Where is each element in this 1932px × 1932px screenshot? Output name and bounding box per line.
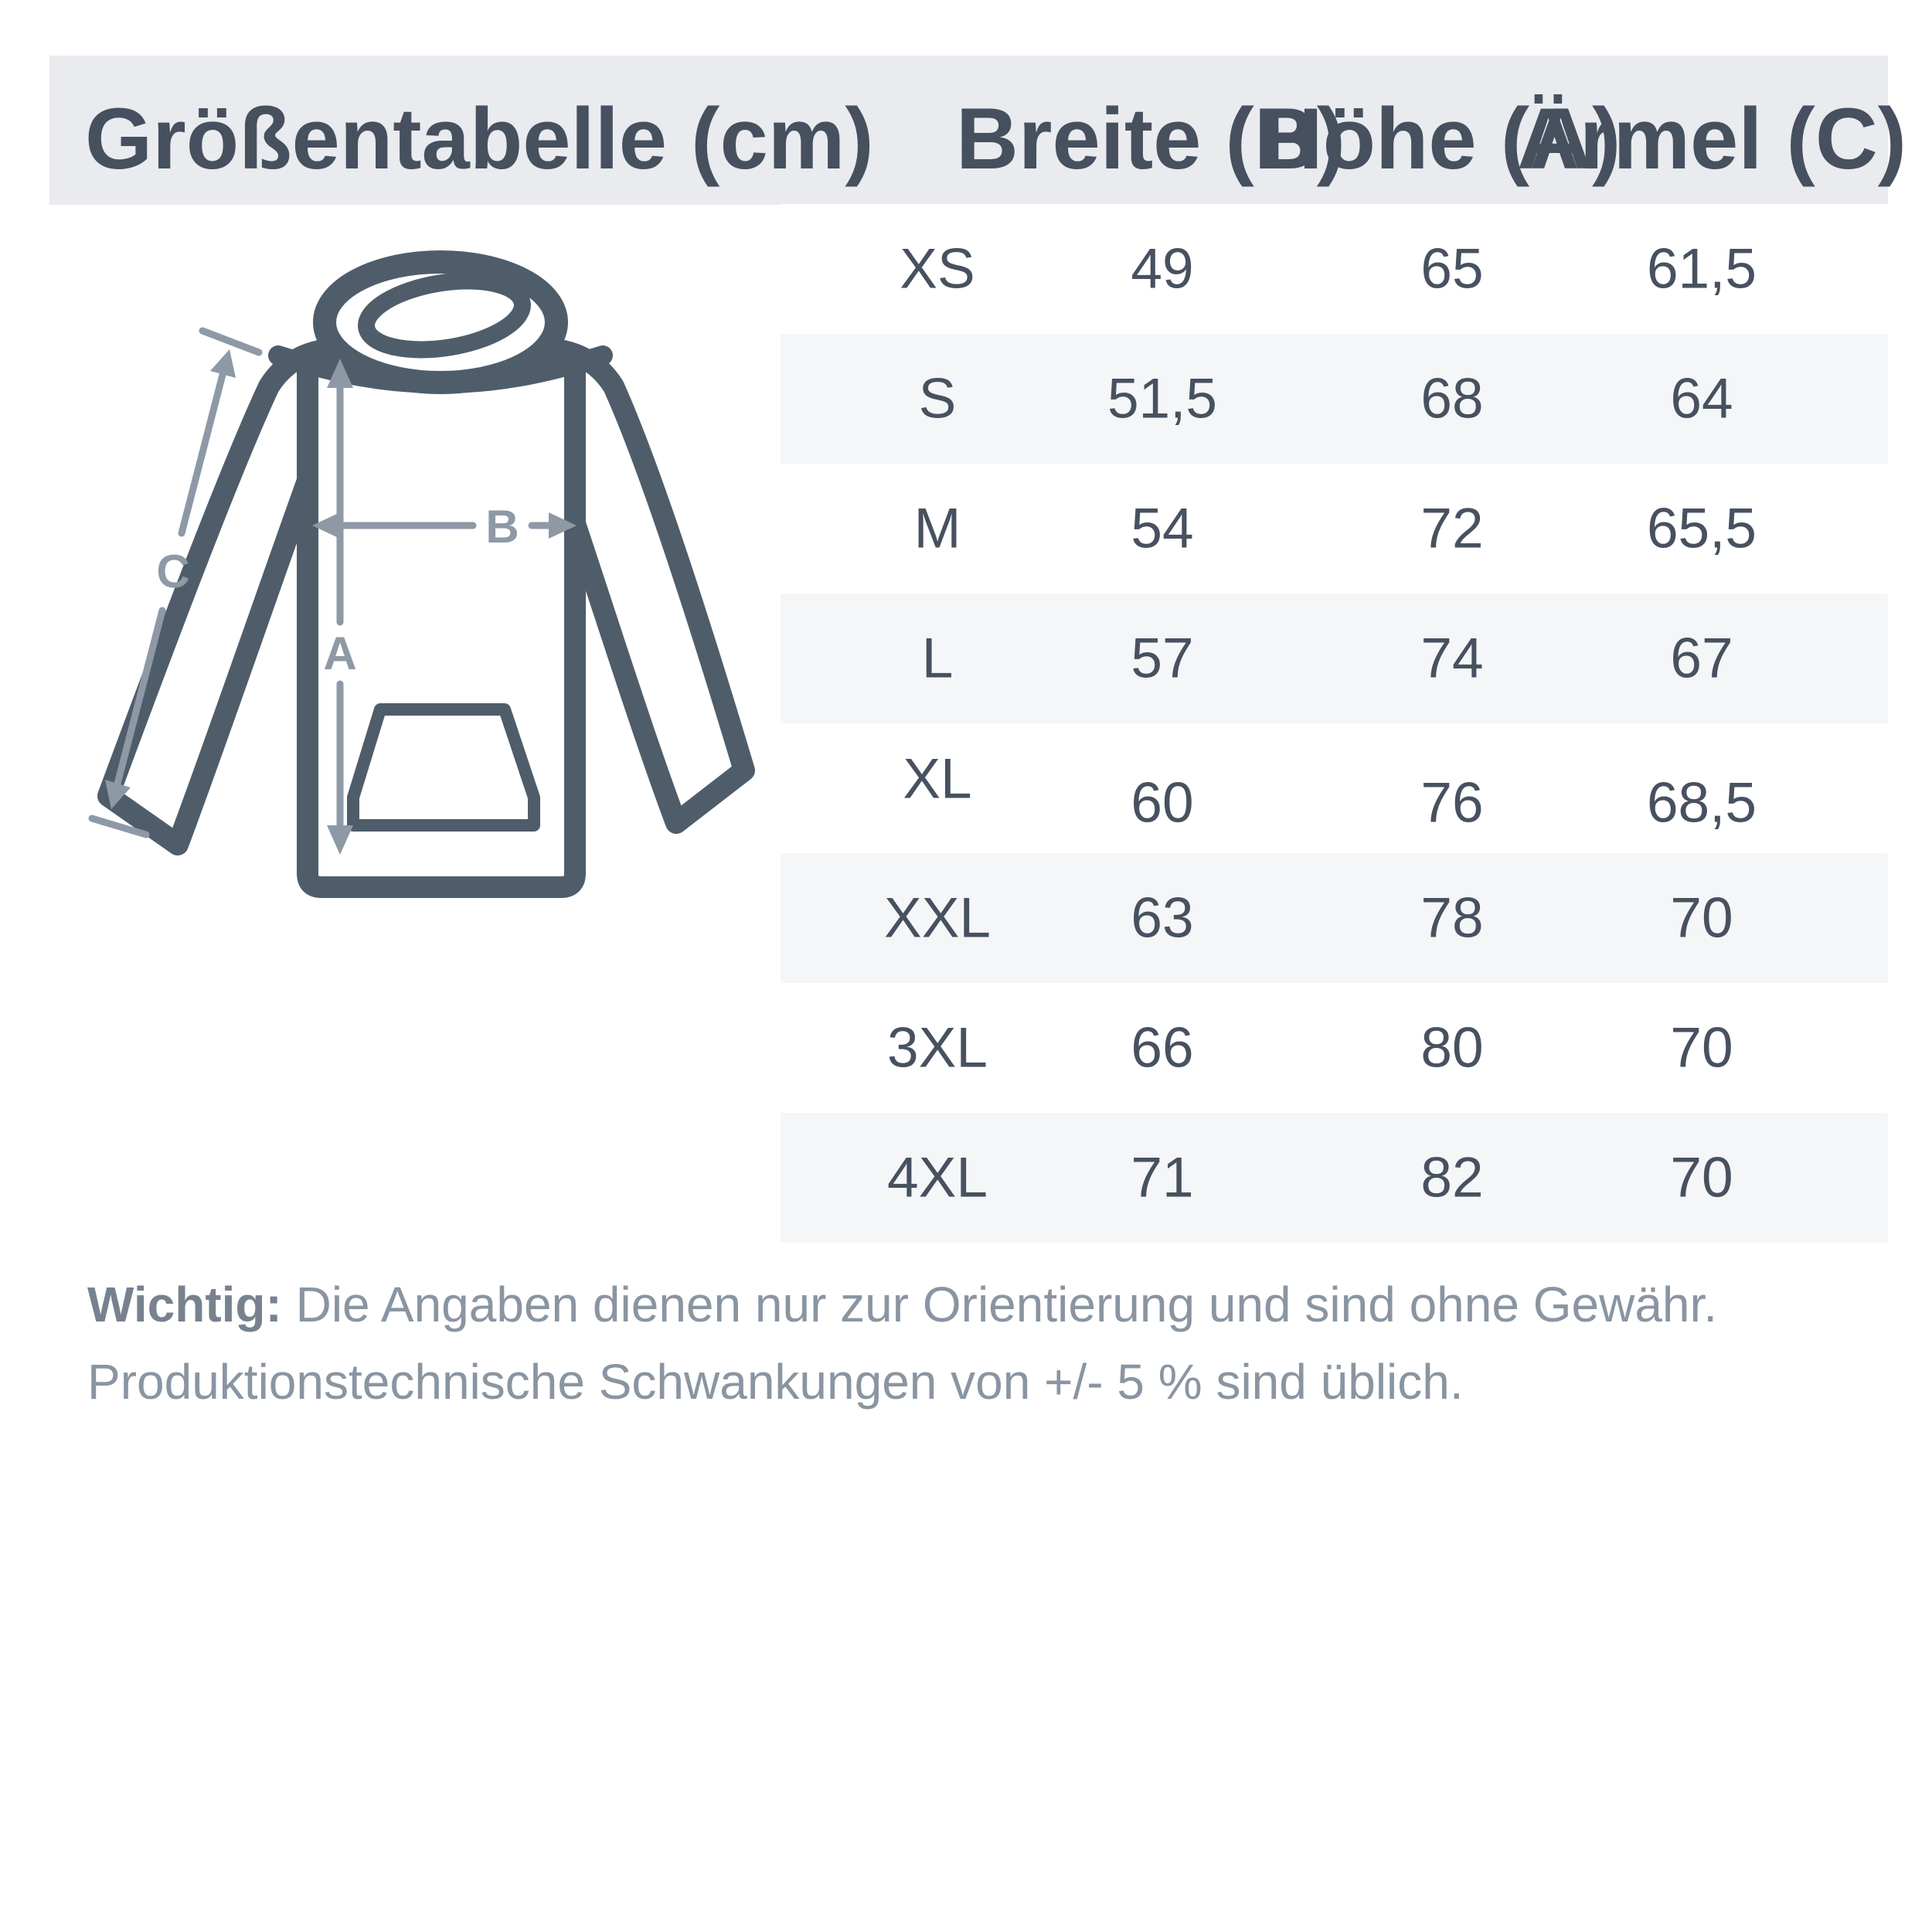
table-row-xxl	[781, 853, 1888, 983]
arrow-c-cap-top	[202, 331, 259, 352]
height-value: 72	[1420, 497, 1484, 560]
label-a: A	[323, 628, 357, 679]
label-c: C	[156, 546, 190, 597]
size-label: S	[918, 367, 957, 430]
disclaimer-label: Wichtig:	[87, 1277, 282, 1332]
size-label: 3XL	[887, 1016, 988, 1080]
table-row-xs	[781, 204, 1888, 334]
table-row-4xl	[781, 1113, 1888, 1243]
table-header-band	[49, 56, 1907, 205]
table-row-l	[781, 594, 1888, 723]
width-value: 54	[1131, 497, 1194, 560]
width-value: 49	[1131, 237, 1194, 301]
page-title: Größentabelle (cm)	[85, 90, 874, 187]
table-row-xl	[781, 723, 1888, 853]
size-label: XS	[900, 237, 975, 301]
height-value: 76	[1420, 771, 1484, 835]
height-value: 78	[1420, 886, 1484, 950]
size-label: M	[913, 497, 961, 560]
width-value: 71	[1131, 1146, 1194, 1209]
height-value: 65	[1420, 237, 1484, 301]
height-value: 68	[1420, 367, 1484, 430]
size-label: 4XL	[887, 1146, 988, 1209]
size-label: XL	[903, 747, 972, 811]
disclaimer-line-2: Produktionstechnische Schwankungen von +/- 5 % sind üblich.	[87, 1354, 1464, 1410]
sleeve-value: 70	[1670, 1146, 1733, 1209]
hoodie-diagram-svg	[46, 232, 819, 927]
width-value: 60	[1131, 771, 1194, 835]
width-value: 51,5	[1107, 367, 1218, 430]
hoodie-outline	[108, 262, 744, 887]
column-header-sleeve: Ärmel (C)	[1516, 90, 1907, 187]
sleeve-value: 64	[1670, 367, 1733, 430]
disclaimer-line-1	[87, 1266, 1849, 1343]
table-row-s	[781, 334, 1888, 464]
height-value: 74	[1420, 627, 1484, 690]
size-label: XXL	[884, 886, 991, 950]
sleeve-value: 61,5	[1646, 237, 1757, 301]
sleeve-value: 70	[1670, 886, 1733, 950]
arrow-c-head-top	[210, 349, 236, 378]
table-row-3xl	[781, 983, 1888, 1113]
width-value: 66	[1131, 1016, 1194, 1080]
disclaimer-text-1: Die Angaben dienen nur zur Orientierung und sind ohne Gewähr.	[281, 1277, 1718, 1332]
sleeve-value: 65,5	[1646, 497, 1757, 560]
width-value: 57	[1131, 627, 1194, 690]
size-label: L	[921, 627, 954, 690]
table-row-m	[781, 464, 1888, 594]
hoodie-measurement-diagram	[46, 232, 819, 927]
column-header-width: Breite (B)	[955, 90, 1346, 187]
label-b: B	[485, 501, 519, 553]
height-value: 80	[1420, 1016, 1484, 1080]
sleeve-value: 67	[1670, 627, 1733, 690]
disclaimer-note	[87, 1266, 1849, 1420]
sleeve-value: 70	[1670, 1016, 1733, 1080]
height-value: 82	[1420, 1146, 1484, 1209]
width-value: 63	[1131, 886, 1194, 950]
hoodie-pocket	[353, 709, 534, 825]
size-table	[781, 204, 1888, 1243]
column-header-height: Höhe (A)	[1260, 90, 1621, 187]
sleeve-value: 68,5	[1646, 771, 1757, 835]
